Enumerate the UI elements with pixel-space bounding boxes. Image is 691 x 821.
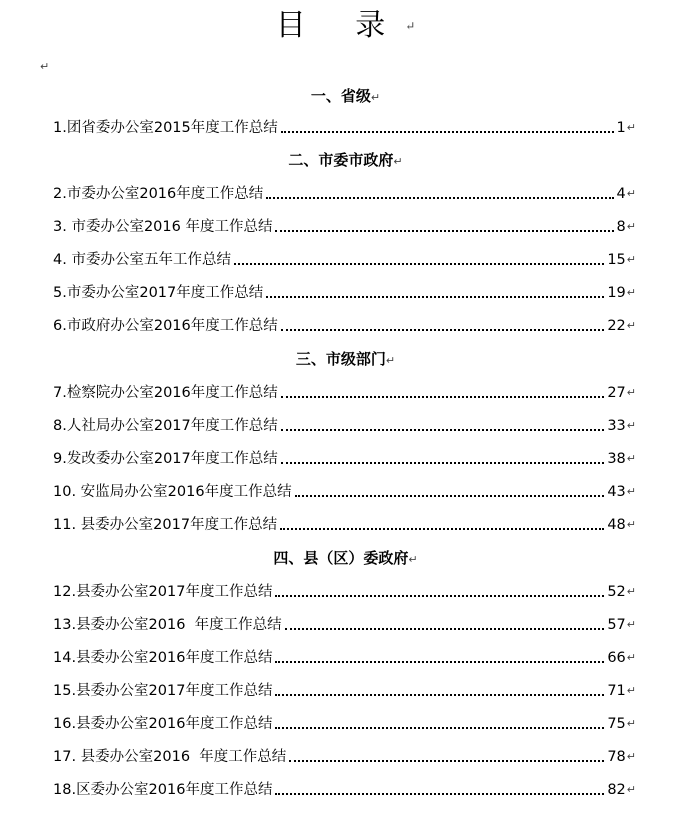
dot-leader <box>281 462 605 464</box>
toc-entry[interactable] <box>53 515 636 535</box>
entry-title: 市委办公室2017年度工作总结 <box>66 285 264 301</box>
paragraph-mark: ↵ <box>626 518 636 531</box>
entry-page-number: 52 <box>607 584 626 600</box>
entry-page-number: 38 <box>607 451 626 467</box>
entry-number: 5. <box>53 285 67 301</box>
entry-page-number: 57 <box>607 617 626 633</box>
dot-leader <box>281 429 605 431</box>
dot-leader <box>281 131 614 133</box>
entry-title: 县委办公室2016 年度工作总结 <box>76 617 282 633</box>
toc-entry[interactable] <box>53 416 636 436</box>
dot-leader <box>275 793 604 795</box>
paragraph-mark: ↵ <box>626 651 636 664</box>
entry-number: 6. <box>53 318 67 334</box>
paragraph-mark: ↵ <box>626 319 636 332</box>
entry-number: 9. <box>53 451 67 467</box>
entry-number: 1. <box>53 120 67 136</box>
dot-leader <box>275 661 604 663</box>
entry-number: 10. <box>53 484 77 500</box>
entry-page-number: 8 <box>616 219 626 235</box>
entry-title: 市政府办公室2016年度工作总结 <box>66 318 278 334</box>
entry-number: 8. <box>53 418 67 434</box>
toc-entry[interactable] <box>53 283 636 303</box>
toc-title-text: 目 录 <box>275 8 406 43</box>
dot-leader <box>281 396 605 398</box>
dot-leader <box>281 329 605 331</box>
paragraph-mark: ↵ <box>626 585 636 598</box>
dot-leader <box>295 495 605 497</box>
paragraph-mark: ↵ <box>405 19 416 33</box>
entry-number: 3. <box>53 219 67 235</box>
toc-entry[interactable] <box>53 217 636 237</box>
entry-page-number: 78 <box>607 749 626 765</box>
paragraph-mark: ↵ <box>626 485 636 498</box>
entry-number: 4. <box>53 252 67 268</box>
entry-title: 安监局办公室2016年度工作总结 <box>76 484 292 500</box>
entry-title: 市委办公室2016 年度工作总结 <box>66 219 273 235</box>
toc-entry[interactable] <box>53 714 636 734</box>
entry-title: 县委办公室2017年度工作总结 <box>76 683 273 699</box>
dot-leader <box>266 197 613 199</box>
section-heading: 四、县（区）委政府↵ <box>273 549 418 567</box>
toc-entry[interactable] <box>53 118 636 138</box>
entry-page-number: 15 <box>607 252 626 268</box>
toc-entry[interactable] <box>53 747 636 767</box>
entry-page-number: 71 <box>607 683 626 699</box>
dot-leader <box>285 628 605 630</box>
entry-page-number: 75 <box>607 716 626 732</box>
entry-title: 县委办公室2016 年度工作总结 <box>76 749 287 765</box>
dot-leader <box>280 528 604 530</box>
entry-title: 发改委办公室2017年度工作总结 <box>66 451 278 467</box>
paragraph-mark: ↵ <box>626 750 636 763</box>
dot-leader <box>234 263 604 265</box>
paragraph-mark: ↵ <box>626 618 636 631</box>
entry-title: 区委办公室2016年度工作总结 <box>76 782 273 798</box>
section-heading: 三、市级部门↵ <box>295 350 396 368</box>
entry-page-number: 48 <box>607 517 626 533</box>
entry-number: 16. <box>53 716 77 732</box>
entry-page-number: 66 <box>607 650 626 666</box>
entry-title: 市委办公室五年工作总结 <box>66 252 231 268</box>
entry-page-number: 4 <box>616 186 626 202</box>
empty-paragraph-mark: ↵ <box>40 60 50 73</box>
entry-number: 12. <box>53 584 77 600</box>
entry-number: 11. <box>53 517 77 533</box>
paragraph-mark: ↵ <box>626 187 636 200</box>
toc-entry[interactable] <box>53 482 636 502</box>
dot-leader <box>275 727 604 729</box>
paragraph-mark: ↵ <box>626 684 636 697</box>
toc-entry[interactable] <box>53 184 636 204</box>
toc-title <box>0 6 691 46</box>
toc-entry[interactable] <box>53 780 636 800</box>
section-heading: 一、省级↵ <box>310 87 381 105</box>
paragraph-mark: ↵ <box>626 419 636 432</box>
entry-number: 13. <box>53 617 77 633</box>
dot-leader <box>266 296 604 298</box>
entry-number: 17. <box>53 749 77 765</box>
entry-number: 7. <box>53 385 67 401</box>
toc-entry[interactable] <box>53 648 636 668</box>
entry-page-number: 33 <box>607 418 626 434</box>
entry-title: 县委办公室2017年度工作总结 <box>76 517 278 533</box>
entry-page-number: 19 <box>607 285 626 301</box>
toc-entry[interactable] <box>53 582 636 602</box>
dot-leader <box>289 760 604 762</box>
paragraph-mark: ↵ <box>626 386 636 399</box>
toc-entry[interactable] <box>53 681 636 701</box>
paragraph-mark: ↵ <box>626 220 636 233</box>
entry-number: 14. <box>53 650 77 666</box>
entry-page-number: 82 <box>607 782 626 798</box>
dot-leader <box>275 595 604 597</box>
toc-entry[interactable] <box>53 316 636 336</box>
entry-title: 检察院办公室2016年度工作总结 <box>66 385 278 401</box>
entry-title: 市委办公室2016年度工作总结 <box>66 186 264 202</box>
toc-entry[interactable] <box>53 449 636 469</box>
paragraph-mark: ↵ <box>626 783 636 796</box>
paragraph-mark: ↵ <box>626 253 636 266</box>
entry-page-number: 43 <box>607 484 626 500</box>
section-heading: 二、市委市政府↵ <box>288 151 403 169</box>
entry-number: 18. <box>53 782 77 798</box>
dot-leader <box>275 694 604 696</box>
paragraph-mark: ↵ <box>626 452 636 465</box>
entry-page-number: 1 <box>616 120 626 136</box>
entry-title: 团省委办公室2015年度工作总结 <box>66 120 278 136</box>
paragraph-mark: ↵ <box>626 121 636 134</box>
entry-number: 15. <box>53 683 77 699</box>
entry-title: 人社局办公室2017年度工作总结 <box>66 418 278 434</box>
toc-entry[interactable] <box>53 615 636 635</box>
entry-title: 县委办公室2016年度工作总结 <box>76 650 273 666</box>
toc-entry[interactable] <box>53 250 636 270</box>
paragraph-mark: ↵ <box>626 286 636 299</box>
entry-title: 县委办公室2017年度工作总结 <box>76 584 273 600</box>
entry-title: 县委办公室2016年度工作总结 <box>76 716 273 732</box>
dot-leader <box>275 230 613 232</box>
entry-page-number: 22 <box>607 318 626 334</box>
paragraph-mark: ↵ <box>626 717 636 730</box>
entry-page-number: 27 <box>607 385 626 401</box>
entry-number: 2. <box>53 186 67 202</box>
toc-entry[interactable] <box>53 383 636 403</box>
